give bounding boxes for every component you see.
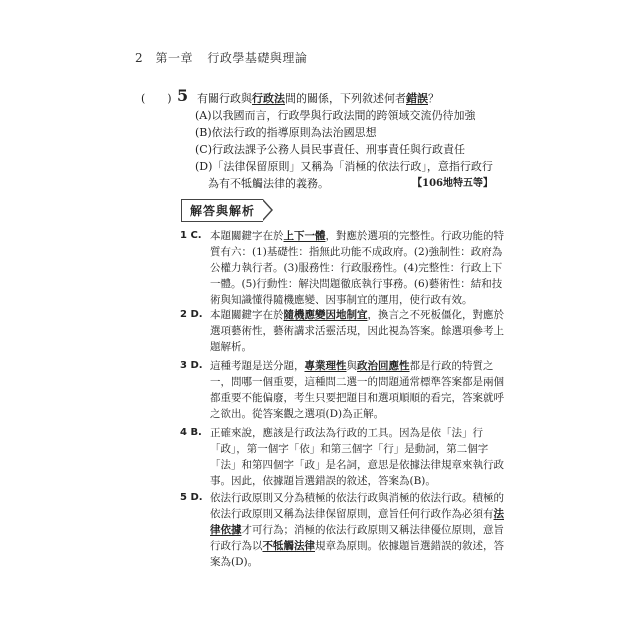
keyword: 法 xyxy=(493,508,504,520)
page-header xyxy=(135,49,307,66)
text: 規章為原則。依據題旨選錯誤的敘述，答 xyxy=(315,540,504,552)
text: 都是行政的特質之 xyxy=(409,360,494,372)
chapter-label: 第一章 xyxy=(155,51,193,65)
answer-line xyxy=(210,228,510,244)
answer-line: 一，問哪一個重要，這種問二選一的問題通常標準答案都是兩個 xyxy=(210,376,504,388)
text: 依法行政原則又稱為法律保留原則，意旨任何行政作為必須有 xyxy=(210,508,494,520)
answer-line: 案為(D)。 xyxy=(210,556,259,568)
keyword-wrong: 錯誤 xyxy=(406,92,428,105)
keyword: 不牴觸法律 xyxy=(262,540,315,552)
answer-line xyxy=(210,307,510,323)
text: 才可行為；消極的依法行政原則又稱法律優位原則，意旨 xyxy=(241,524,504,536)
text: ，對應於選項的完整性。行政功能的特 xyxy=(325,230,504,242)
keyword: 政治回應性 xyxy=(357,360,410,372)
answer-line: 術與知識懂得隨機應變、因事制宜的運用，使行政有效。 xyxy=(210,294,473,306)
keyword: 專業理性 xyxy=(304,360,347,372)
answer-line xyxy=(210,522,510,538)
chapter-title: 行政學基礎與理論 xyxy=(207,51,308,65)
stem-text: 有關行政與 xyxy=(197,92,252,105)
text: 這種考題是送分題， xyxy=(210,360,305,372)
answer-line: 公權力執行者。(3)服務性：行政服務性。(4)完整性：行政上下 xyxy=(210,262,503,274)
answer-line xyxy=(210,358,510,374)
answer-line: 選項藝術性，藝術講求活靈活現，因此視為答案。餘選項參考上 xyxy=(210,325,504,337)
answer-line: 依法行政原則又分為積極的依法行政與消極的依法行政。積極的 xyxy=(210,492,504,504)
text: ，換言之不死板僵化，對應於 xyxy=(367,309,504,321)
keyword: 隨機應變因地制宜 xyxy=(283,309,368,321)
answer-line: 一體。(5)行動性：解決問題徹底執行事務。(6)藝術性：結和技 xyxy=(210,278,503,290)
option-b: (B)依法行政的指導原則為法治國思想 xyxy=(195,126,377,139)
answer-line xyxy=(210,506,510,522)
question-stem xyxy=(197,90,501,107)
answer-line: 「法」和第四個字「政」是名詞，意思是依據法律規章來執行政 xyxy=(210,459,504,471)
question-number: 5 xyxy=(177,86,189,105)
keyword: 上下一體 xyxy=(283,230,326,242)
option-a: (A)以我國而言，行政學與行政法間的跨領域交流仍待加強 xyxy=(195,109,476,122)
keyword-admin-law: 行政法 xyxy=(252,92,285,105)
answer-number: 2 D. xyxy=(180,309,203,320)
exam-source: 【106地特五等】 xyxy=(412,178,493,189)
answer-line: 都重要不能偏廢，考生只要把題目和選項順順的看完，答案就呼 xyxy=(210,392,504,404)
text: 本題關鍵字在於 xyxy=(210,309,284,321)
option-c: (C)行政法課予公務人員民事責任、刑事責任與行政責任 xyxy=(195,143,465,156)
page-number: 2 xyxy=(135,51,144,65)
answer-line: 「政」，第一個字「依」和第三個字「行」是動詞，第二個字 xyxy=(210,443,489,455)
stem-text: ？ xyxy=(428,92,439,105)
answer-number: 4 B. xyxy=(180,427,202,438)
keyword: 律依據 xyxy=(210,524,242,536)
answer-blank: ( ) xyxy=(141,92,172,105)
option-d-continued: 為有不牴觸法律的義務。 xyxy=(208,177,329,190)
answer-line: 之欲出。從答案觀之選項(D)為正解。 xyxy=(210,408,385,420)
answer-line: 正確來說，應該是行政法為行政的工具。因為是依「法」行 xyxy=(210,427,483,439)
answer-number: 1 C. xyxy=(180,230,202,241)
stem-text: 間的關係，下列敘述何者 xyxy=(285,92,406,105)
answer-number: 3 D. xyxy=(180,360,203,371)
text: 行政行為以 xyxy=(210,540,263,552)
answer-line: 事。因此，依據題旨選錯誤的敘述，答案為(B)。 xyxy=(210,475,436,487)
option-d: (D)「法律保留原則」又稱為「消極的依法行政」，意指行政行 xyxy=(195,160,493,173)
answer-line: 題解析。 xyxy=(210,341,252,353)
text: 本題關鍵字在於 xyxy=(210,230,284,242)
answers-title: 解答與解析 xyxy=(181,199,263,222)
text: 與 xyxy=(346,360,357,372)
answer-line: 質有六：(1)基礎性：指無此功能不成政府。(2)強制性：政府為 xyxy=(210,246,503,258)
answer-line xyxy=(210,538,510,554)
answer-number: 5 D. xyxy=(180,492,203,503)
